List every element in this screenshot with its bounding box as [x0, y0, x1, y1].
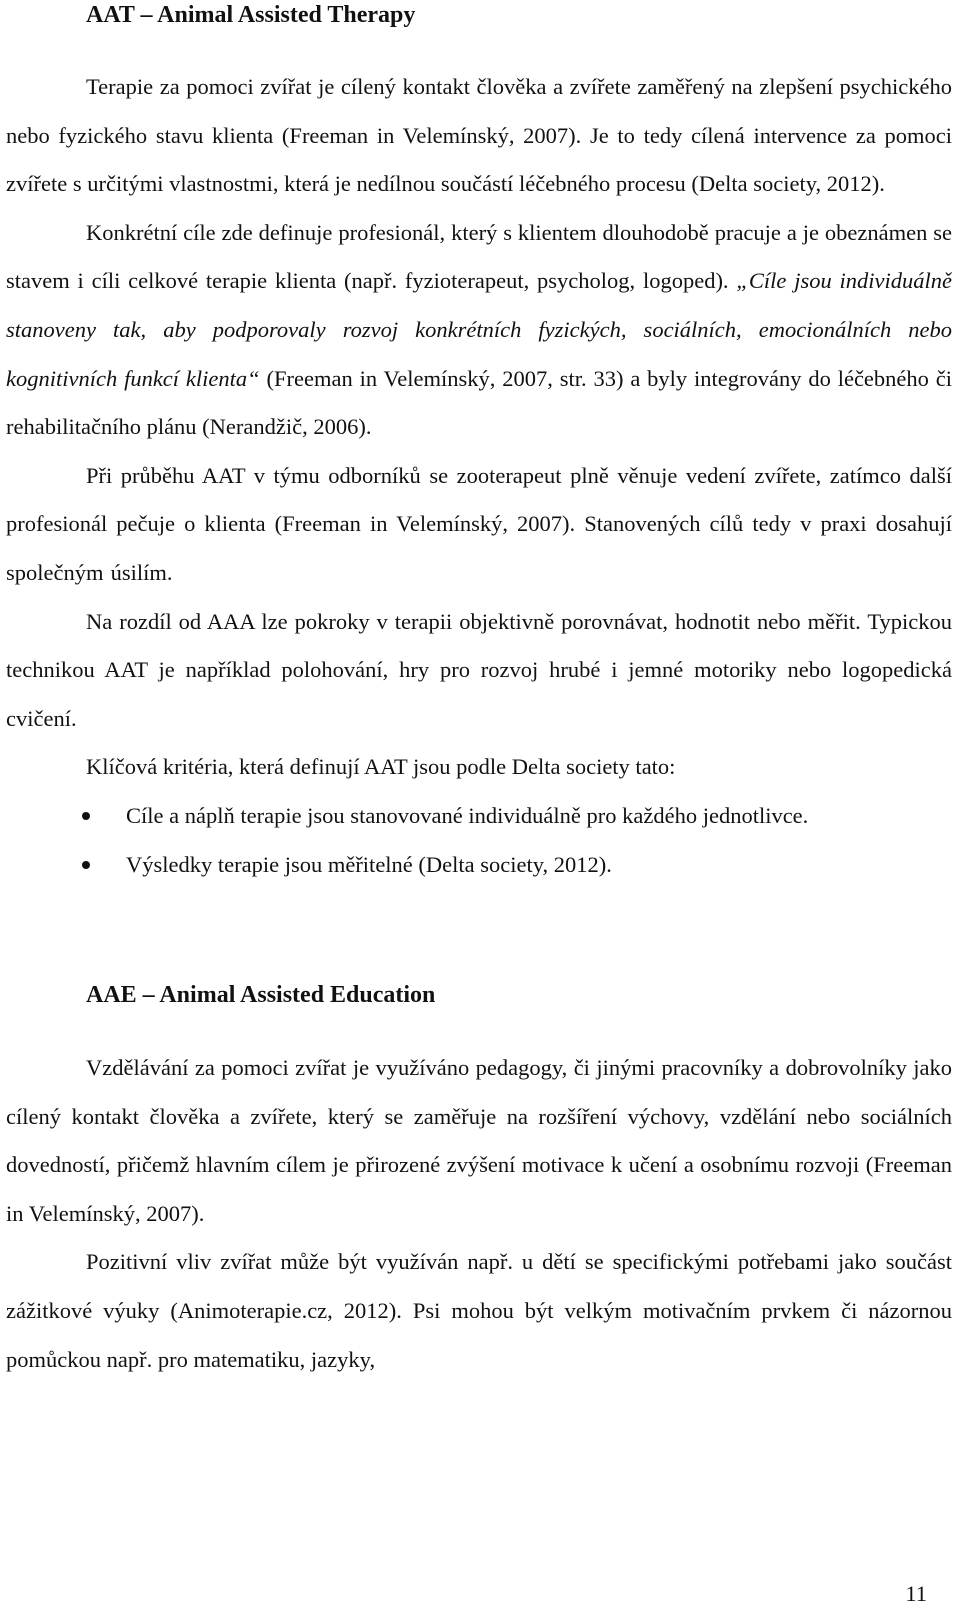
aat-section-heading: AAT – Animal Assisted Therapy — [86, 2, 416, 28]
aat-quote: „Cíle jsou individuálně stanoveny tak, aby podporovaly rozvoj konkrétních fyzických, sociálních, emocionálních nebo kognitivních funkcí klienta“ — [6, 268, 952, 391]
list-item — [6, 792, 952, 841]
list-item — [6, 841, 952, 890]
aat-paragraph-2-rest: (Freeman in Velemínský, 2007, str. 33) a byly integrovány do léčebného či rehabilitačního plánu (Nerandžič, 2006). — [6, 365, 953, 440]
aat-criteria-list — [6, 792, 952, 889]
aae-paragraph-2: Pozitivní vliv zvířat může být využíván např. u dětí se specifickými potřebami jako součást zážitkové výuky (Animoterapie.cz, 2012). Psi mohou být velkým motivačním prvkem či názornou pomůckou např. pro matematiku, jazyky, — [6, 1249, 952, 1372]
aae-paragraph-1: Vzdělávání za pomoci zvířat je využíváno pedagogy, či jinými pracovníky a dobrovolníky jako cílený kontakt člověka a zvířete, který se zaměřuje na rozšíření výchovy, vzdělání nebo sociálních dovedností, přičemž hlavním cílem je přirozené zvýšení motivace k učení a osobnímu rozvoji (Freeman in Velemínský, 2007). — [6, 1055, 952, 1226]
aat-paragraph-2-intro: Konkrétní cíle zde definuje profesionál, který s klientem dlouhodobě pracuje a je obeznámen se stavem i cíli celkové terapie klienta (např. fyzioterapeut, psycholog, logoped). — [6, 219, 952, 294]
aat-paragraph-4: Na rozdíl od AAA lze pokroky v terapii objektivně porovnávat, hodnotit nebo měřit. Typickou technikou AAT je například polohování, hry pro rozvoj hrubé i jemné motoriky nebo logopedická cvičení. — [6, 608, 952, 731]
bullet-icon — [82, 812, 90, 820]
page-number: 11 — [905, 1581, 927, 1606]
aat-paragraph-2 — [6, 209, 952, 452]
aat-paragraph-5: Klíčová kritéria, která definují AAT jsou podle Delta society tato: — [86, 754, 676, 780]
aat-paragraph-1: Terapie za pomoci zvířat je cílený kontakt člověka a zvířete zaměřený na zlepšení psychického nebo fyzického stavu klienta (Freeman in Velemínský, 2007). Je to tedy cílená intervence za pomoci zvířete s určitými vlastnostmi, která je nedílnou součástí léčebného procesu (Delta society, 2012). — [6, 74, 952, 197]
aat-paragraph-3: Při průběhu AAT v týmu odborníků se zooterapeut plně věnuje vedení zvířete, zatímco další profesionál pečuje o klienta (Freeman in Velemínský, 2007). Stanovených cílů tedy v praxi dosahují společným úsilím. — [6, 462, 952, 585]
list-item-text: Výsledky terapie jsou měřitelné (Delta society, 2012). — [126, 851, 612, 877]
list-item-text: Cíle a náplň terapie jsou stanovované individuálně pro každého jednotlivce. — [126, 802, 809, 828]
aae-section-heading: AAE – Animal Assisted Education — [86, 982, 436, 1009]
bullet-icon — [82, 861, 90, 869]
document-page — [6, 0, 952, 1384]
